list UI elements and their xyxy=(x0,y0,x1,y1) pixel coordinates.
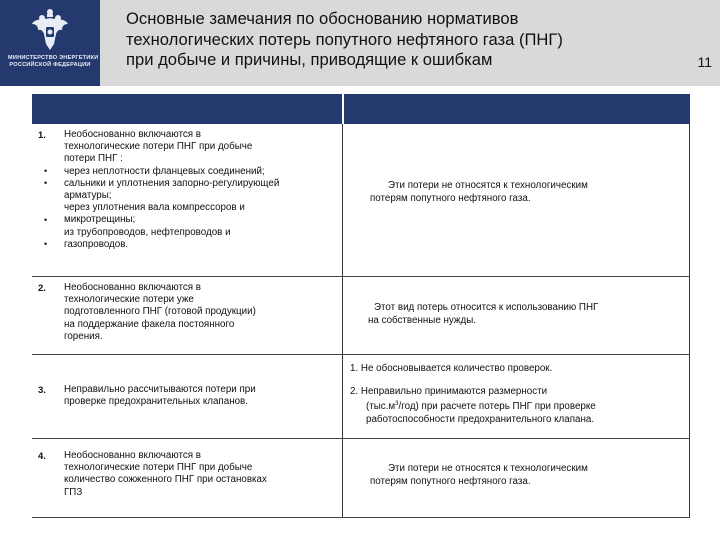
text-line: технологические потери ПНГ при добыче xyxy=(64,141,253,153)
text-line: количество сожженного ПНГ при остановках xyxy=(64,474,267,486)
row-4-left-text xyxy=(64,450,334,499)
ministry-line-2: РОССИЙСКОЙ ФЕДЕРАЦИИ xyxy=(9,62,91,68)
units-text: (тыс.м xyxy=(366,401,396,413)
bullet: • xyxy=(44,166,48,176)
text-line: потерям попутного нефтяного газа. xyxy=(370,475,531,487)
text-line: газопроводов. xyxy=(64,238,129,250)
text-line: горения. xyxy=(64,330,103,342)
units-superscript: 3 xyxy=(395,401,399,408)
units-text: /год) при расчете потерь ПНГ при проверке xyxy=(398,401,596,413)
row-separator xyxy=(32,276,690,277)
slide-number: 11 xyxy=(697,54,712,70)
ministry-name xyxy=(8,55,99,69)
row-2-number: 2. xyxy=(38,283,46,294)
table-bottom-border xyxy=(32,517,690,518)
title-line-2: технологических потерь попутного нефтяного газа (ПНГ) xyxy=(126,29,563,49)
title-line-3: при добыче и причины, приводящие к ошибкам xyxy=(126,50,493,69)
ministry-logo-block xyxy=(0,0,100,86)
row-4-right-text xyxy=(370,463,694,488)
bullet: • xyxy=(44,178,48,188)
row-2-right-text xyxy=(368,302,692,327)
row-3-left-text xyxy=(64,384,334,408)
title-line-1: Основные замечания по обоснованию нормативов xyxy=(126,9,519,28)
text-line: технологические потери ПНГ при добыче xyxy=(64,462,253,474)
text-line: из трубопроводов, нефтепроводов и xyxy=(64,226,231,238)
row-3-number: 3. xyxy=(38,385,46,396)
text-line: технологические потери уже xyxy=(64,294,194,306)
page-title xyxy=(126,9,666,71)
text-line: потери ПНГ : xyxy=(64,153,123,165)
text-line: через уплотнения вала компрессоров и xyxy=(64,202,245,214)
row-1-right-text xyxy=(370,180,694,205)
text-line: Эти потери не относятся к технологическим xyxy=(388,180,588,191)
text-line: Неправильно рассчитываются потери при xyxy=(64,384,256,395)
row-separator xyxy=(32,438,690,439)
text-line: на собственные нужды. xyxy=(368,314,476,326)
right-list-item-1 xyxy=(350,363,674,376)
row-1-number: 1. xyxy=(38,130,46,141)
text-line: Необоснованно включаются в xyxy=(64,450,201,461)
text-line: Необоснованно включаются в xyxy=(64,282,201,293)
table-header-left xyxy=(32,94,342,124)
row-2-left-text xyxy=(64,282,334,343)
text-line: Эти потери не относятся к технологическим xyxy=(388,463,588,474)
text-line: ГПЗ xyxy=(64,486,83,498)
text-line: арматуры; xyxy=(64,190,112,202)
text-line: сальники и уплотнения запорно-регулирующей xyxy=(64,177,280,189)
text-line: микротрещины; xyxy=(64,214,136,226)
double-headed-eagle-icon xyxy=(31,8,69,52)
text-line: Этот вид потерь относится к использованию ПНГ xyxy=(374,302,599,313)
text-line: проверке предохранительных клапанов. xyxy=(64,396,248,408)
right-list-item-2 xyxy=(350,386,674,399)
bullet: • xyxy=(44,239,48,249)
bullet: • xyxy=(44,215,48,225)
column-divider xyxy=(342,124,343,518)
row-4-number: 4. xyxy=(38,451,46,462)
row-1-left-text xyxy=(64,129,334,251)
title-band xyxy=(100,0,720,86)
list-number: 1. xyxy=(350,363,359,374)
list-number: 2. xyxy=(350,385,359,397)
text-line: через неплотности фланцевых соединений; xyxy=(64,165,265,177)
row-separator xyxy=(32,354,690,355)
text-line: потерям попутного нефтяного газа. xyxy=(370,192,531,204)
table-header-right xyxy=(344,94,690,124)
text-line: Необоснованно включаются в xyxy=(64,129,201,140)
text-line: Неправильно принимаются размерности xyxy=(360,385,548,397)
text-line: Не обосновывается количество проверок. xyxy=(360,363,553,374)
text-line: работоспособности предохранительного клапана. xyxy=(366,413,595,425)
text-line: подготовленного ПНГ (готовой продукции) xyxy=(64,306,256,318)
row-3-right-text xyxy=(350,363,674,426)
text-line: на поддержание факела постоянного xyxy=(64,318,235,330)
ministry-line-1: МИНИСТЕРСТВО ЭНЕРГЕТИКИ xyxy=(8,55,99,61)
slide-header xyxy=(0,0,720,86)
units-line xyxy=(350,398,674,414)
